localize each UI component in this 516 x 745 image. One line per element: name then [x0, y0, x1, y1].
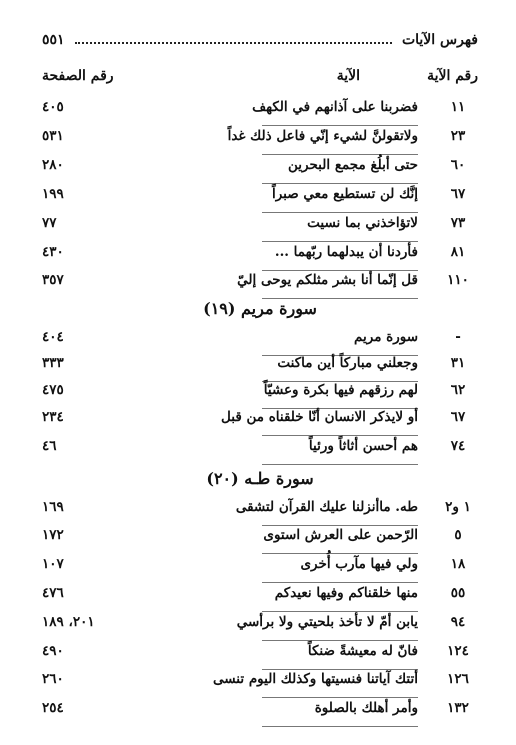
surah-heading: سورة طـه (٢٠): [206, 469, 314, 488]
index-row: [42, 643, 478, 665]
verse-number: ٩٤: [450, 614, 466, 630]
verse-text: لاتؤاخذني بما نسيت: [307, 215, 418, 231]
verse-number: ٦٧: [450, 186, 466, 202]
page-ref: ٢٠١، ١٨٩: [42, 614, 95, 630]
index-row: [42, 382, 478, 404]
page-ref: ٤٠٤: [42, 329, 64, 345]
running-head: [42, 28, 478, 48]
verse-text: يابن أمّ لا تأخذ بلحيتي ولا برأسي: [236, 614, 418, 630]
verse-text: فانّ له معيشةً ضنكاً: [307, 643, 418, 659]
index-row: [42, 329, 478, 351]
index-row: [42, 438, 478, 460]
verse-number: ١٢٤: [447, 643, 469, 659]
leader-dots: [75, 42, 392, 44]
index-row: [42, 215, 478, 237]
page-ref: ٤٩٠: [42, 643, 64, 659]
verse-number: ١١: [450, 99, 466, 115]
index-row: [42, 244, 478, 266]
verse-text: فأردنا أن يبدلهما ربّهما ...: [274, 244, 418, 260]
verse-text: أتتك آياتنا فنسيتها وكذلك اليوم تنسى: [213, 671, 418, 687]
page-ref: ١٦٩: [42, 499, 64, 515]
page-ref: ١٧٢: [42, 527, 64, 543]
verse-number: ٥: [454, 527, 462, 543]
index-row: [42, 614, 478, 636]
verse-text: سورة مريم: [354, 329, 418, 345]
verse-number: ١ و٢: [445, 499, 471, 515]
verse-number: ١٨: [450, 556, 466, 572]
page-ref: ٤٧٥: [42, 382, 64, 398]
verse-text: منها خلقناكم وفيها نعيدكم: [274, 585, 418, 601]
verse-text: وجعلني مباركاً أين ماكنت: [277, 355, 418, 371]
index-row: [42, 499, 478, 521]
page-number: ٥٥١: [42, 32, 65, 48]
page-ref: ٢٨٠: [42, 157, 64, 173]
page-ref: ٣٥٧: [42, 272, 64, 288]
index-row: [42, 671, 478, 693]
verse-number: ٦٢: [450, 382, 466, 398]
verse-text: حتى أبلُغ مجمع البحرين: [287, 157, 418, 173]
index-row: [42, 409, 478, 431]
verse-number: ٦٧: [450, 409, 466, 425]
verse-number: ٥٥: [450, 585, 466, 601]
verse-text: الرّحمن على العرش استوى: [263, 527, 418, 543]
verse-number: ٢٣: [450, 128, 466, 144]
page-ref: ٤٦: [42, 438, 57, 454]
verse-number: ٨١: [450, 244, 466, 260]
column-headers: [42, 68, 478, 90]
page-ref: ٤٠٥: [42, 99, 64, 115]
index-row: [42, 585, 478, 607]
page-ref: ٢٦٠: [42, 671, 64, 687]
index-row: [42, 157, 478, 179]
verse-text: ولاتقولنَّ لشيء إنّي فاعل ذلك غداً: [227, 128, 418, 144]
page-ref: ٢٣٤: [42, 409, 64, 425]
verse-number: ٧٣: [450, 215, 466, 231]
page-ref: ١٠٧: [42, 556, 64, 572]
verse-number: ١١٠: [447, 272, 469, 288]
column-header-verse: الآية: [336, 68, 360, 84]
verse-text: أو لايذكر الانسان أنّا خلقناه من قبل: [221, 409, 418, 425]
page-ref: ٢٥٤: [42, 700, 64, 716]
page-ref: ٧٧: [42, 215, 57, 231]
page-ref: ٤٧٦: [42, 585, 64, 601]
verse-number: -: [455, 329, 461, 345]
verse-number: ٧٤: [450, 438, 466, 454]
verse-number: ٦٠: [450, 157, 466, 173]
verse-text: فضربنا على آذانهم في الكهف: [252, 99, 418, 115]
index-row: [42, 128, 478, 150]
verse-text: ولي فيها مآرب أُخرى: [300, 556, 418, 572]
running-head-title: فهرس الآيات: [401, 32, 478, 48]
index-row: [42, 186, 478, 208]
verse-text: قل إنّما أنا بشر مثلكم يوحى إليّ: [237, 272, 418, 288]
page-ref: ٥٣١: [42, 128, 64, 144]
page-ref: ٣٣٣: [42, 355, 64, 371]
index-row: [42, 556, 478, 578]
page-ref: ٤٣٠: [42, 244, 64, 260]
index-row: [42, 527, 478, 549]
column-header-page: رقم الصفحة: [42, 68, 114, 84]
verse-number: ١٢٦: [447, 671, 469, 687]
index-row: [42, 355, 478, 377]
index-row: [42, 99, 478, 121]
verse-text: هم أحسن أثاثاً ورئياً: [308, 438, 418, 454]
verse-number: ١٣٢: [447, 700, 469, 716]
surah-heading: سورة مريم (١٩): [203, 299, 317, 318]
verse-text: إنَّك لن تستطيع معي صبراً: [271, 186, 418, 202]
verse-text: لهم رزقهم فيها بكرة وعشيّاً: [263, 382, 418, 398]
index-row: [42, 272, 478, 294]
index-row: [42, 700, 478, 722]
verse-number: ٣١: [450, 355, 466, 371]
page-ref: ١٩٩: [42, 186, 64, 202]
verse-text: وأمر أهلك بالصلوة: [314, 700, 418, 716]
column-header-verse-number: رقم الآية: [427, 68, 478, 84]
verse-text: طه. ماأنزلنا عليك القرآن لتشقى: [235, 499, 418, 515]
